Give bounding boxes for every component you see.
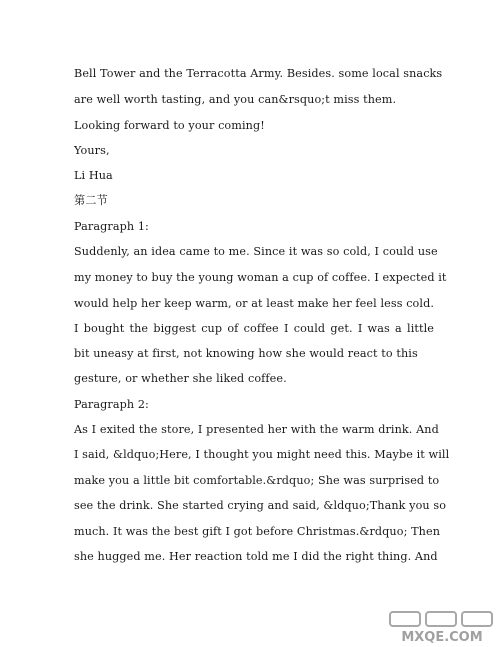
text-line: I bought the biggest cup of coffee I could get. I was a little: [74, 322, 434, 335]
text-line: she hugged me. Her reaction told me I did the right thing. And: [74, 550, 438, 563]
text-line: Bell Tower and the Terracotta Army. Besides. some local snacks: [74, 67, 443, 80]
text-line: my money to buy the young woman a cup of coffee. I expected it: [74, 271, 447, 284]
text-line: Yours,: [74, 144, 110, 157]
logo-text: MXQE.COM: [401, 630, 483, 644]
paragraph-heading: Paragraph 2:: [74, 398, 149, 411]
section-heading: 第二节: [74, 194, 108, 207]
paragraph-heading: Paragraph 1:: [74, 220, 149, 233]
text-line: are well worth tasting, and you can&rsquo;t miss them.: [74, 93, 397, 106]
text-line: much. It was the best gift I got before Christmas.&rdquo; Then: [74, 525, 440, 538]
text-line: would help her keep warm, or at least make her feel less cold.: [74, 297, 434, 310]
text-line: Li Hua: [74, 169, 113, 182]
mxqe-logo: [388, 610, 496, 644]
text-line: see the drink. She started crying and said, &ldquo;Thank you so: [74, 499, 447, 512]
text-line: bit uneasy at first, not knowing how she would react to this: [74, 347, 418, 360]
text-line: gesture, or whether she liked coffee.: [74, 372, 287, 385]
text-line: I said, &ldquo;Here, I thought you might need this. Maybe it will: [74, 448, 450, 461]
text-line: Suddenly, an idea came to me. Since it was so cold, I could use: [74, 245, 438, 258]
text-line: make you a little bit comfortable.&rdquo; She was surprised to: [74, 474, 440, 487]
text-line: As I exited the store, I presented her with the warm drink. And: [74, 423, 439, 436]
text-line: Looking forward to your coming!: [74, 119, 265, 132]
